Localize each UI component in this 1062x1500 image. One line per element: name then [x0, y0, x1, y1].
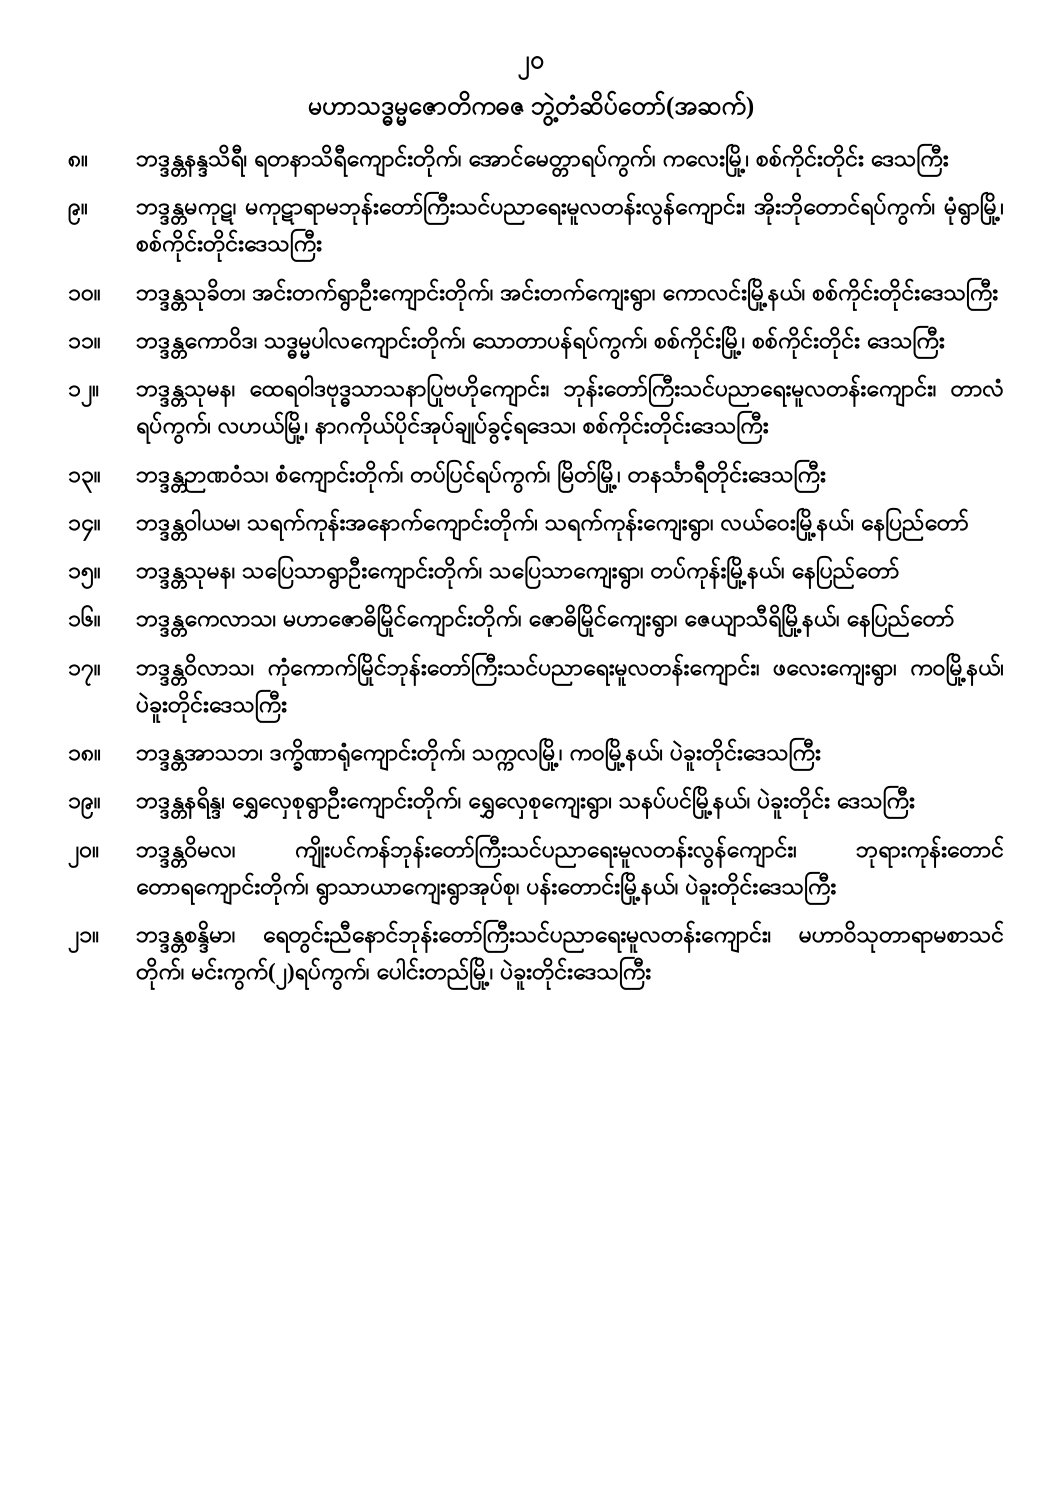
entry-number: ၁၇။ — [68, 654, 101, 680]
entry-text: ဘဒ္ဒန္တမကုဋ၊ မကုဋာရာမဘုန်းတော်ကြီးသင်ပညာရေးမူလတန်းလွန်ကျောင်း၊ အိုးဘိုတောင်ရပ်ကွက်၊ မုံရွာမြို့၊ စစ်ကိုင်းတိုင်းဒေသကြီး — [136, 194, 1004, 257]
list-item — [58, 274, 1004, 311]
entry-number: ၁၉။ — [68, 788, 101, 814]
entry-text: ဘဒ္ဒန္တဝါယမ၊ သရက်ကုန်းအနောက်ကျောင်းတိုက်၊ သရက်ကုန်းကျေးရွာ၊ လယ်ဝေးမြို့နယ်၊ နေပြည်တော် — [136, 509, 969, 535]
entry-text: ဘဒ္ဒန္တနန္ဒသိရီ၊ ရတနာသိရီကျောင်းတိုက်၊ အောင်မေတ္တာရပ်ကွက်၊ ကလေးမြို့၊ စစ်ကိုင်းတိုင်း ဒေသကြီး — [136, 145, 949, 171]
entry-text: ဘဒ္ဒန္တစန္ဒိမာ၊ ရေတွင်းညီနောင်ဘုန်းတော်ကြီးသင်ပညာရေးမူလတန်းကျောင်း၊ မဟာဝိသုတာရာမစာသင်တိုက်၊ မင်းကွက်(၂)ရပ်ကွက်၊ ပေါင်းတည်မြို့၊ ပဲခူးတိုင်းဒေသကြီး — [136, 922, 1004, 985]
list-item — [58, 649, 1004, 724]
entry-number: ၁၃။ — [68, 461, 101, 487]
list-item — [58, 600, 1004, 637]
entry-number: ၈။ — [68, 145, 89, 171]
entry-number: ၂၀။ — [68, 836, 100, 862]
page-number: ၂၀ — [517, 47, 545, 74]
page-title: မဟာသဒ္ဓမ္မဇောတိကဓဇ ဘွဲ့တံဆိပ်တော်(အဆက်) — [307, 93, 755, 120]
entry-text: ဘဒ္ဒန္တဉာဏဝံသ၊ စံကျောင်းတိုက်၊ တပ်ပြင်ရပ်ကွက်၊ မြိတ်မြို့၊ တနင်္သာရီတိုင်းဒေသကြီး — [136, 461, 826, 487]
list-item — [58, 322, 1004, 359]
entry-number: ၁၆။ — [68, 606, 101, 632]
entry-number: ၁၀။ — [68, 279, 101, 305]
entry-text: ဘဒ္ဒန္တဝိမလ၊ ကျိုးပင်ကန်ဘုန်းတော်ကြီးသင်ပညာရေးမူလတန်းလွန်ကျောင်း၊ ဘုရားကုန်းတောင် တောရကျောင်းတိုက်၊ ရွာသာယာကျေးရွာအုပ်စု၊ ပန်းတောင်းမြို့နယ်၊ ပဲခူးတိုင်းဒေသကြီး — [136, 836, 1004, 899]
entry-text: ဘဒ္ဒန္တသုခိတ၊ အင်းတက်ရွာဦးကျောင်းတိုက်၊ အင်းတက်ကျေးရွာ၊ ကောလင်းမြို့နယ်၊ စစ်ကိုင်းတိုင်းဒေသကြီး — [136, 279, 999, 305]
entry-text: ဘဒ္ဒန္တသုမန၊ ထေရဝါဒဗုဒ္ဓသာသနာပြုဗဟိုကျောင်း၊ ဘုန်းတော်ကြီးသင်ပညာရေးမူလတန်းကျောင်း၊ တာလံရပ်ကွက်၊ လဟယ်မြို့၊ နာဂကိုယ်ပိုင်အုပ်ချုပ်ခွင့်ရဒေသ၊ စစ်ကိုင်းတိုင်းဒေသကြီး — [136, 376, 1004, 439]
list-item — [58, 552, 1004, 589]
list-item — [58, 831, 1004, 906]
entry-number: ၁၄။ — [68, 509, 101, 535]
entry-text: ဘဒ္ဒန္တဝိလာသ၊ ကုံကောက်မြိုင်ဘုန်းတော်ကြီးသင်ပညာရေးမူလတန်းကျောင်း၊ ဖလေးကျေးရွာ၊ ကဝမြို့နယ်၊ ပဲခူးတိုင်းဒေသကြီး — [136, 654, 1004, 717]
list-item — [58, 140, 1004, 177]
entry-number: ၁၅။ — [68, 558, 101, 583]
entry-text: ဘဒ္ဒန္တသုမန၊ သပြေသာရွာဦးကျောင်းတိုက်၊ သပြေသာကျေးရွာ၊ တပ်ကုန်းမြို့နယ်၊ နေပြည်တော် — [136, 558, 900, 583]
entry-number: ၁၁။ — [68, 327, 101, 353]
list-item — [58, 782, 1004, 819]
entry-text: ဘဒ္ဒန္တအာသဘ၊ ဒက္ခိဏာရုံကျောင်းတိုက်၊ သက္ကလမြို့၊ ကဝမြို့နယ်၊ ပဲခူးတိုင်းဒေသကြီး — [136, 740, 821, 765]
entry-list — [58, 140, 1004, 991]
list-item — [58, 734, 1004, 771]
entry-text: ဘဒ္ဒန္တကောဝိဒ၊ သဒ္ဓမ္မပါလကျောင်းတိုက်၊ သောတာပန်ရပ်ကွက်၊ စစ်ကိုင်းမြို့၊ စစ်ကိုင်းတိုင်း ဒေသကြီး — [136, 327, 945, 353]
entry-number: ၁၈။ — [68, 740, 102, 765]
list-item — [58, 504, 1004, 541]
entry-text: ဘဒ္ဒန္တနရိန္ဒ၊ ရွှေလှေစုရွာဦးကျောင်းတိုက်၊ ရွှေလှေစုကျေးရွာ၊ သနပ်ပင်မြို့နယ်၊ ပဲခူးတိုင်း ဒေသကြီး — [136, 788, 915, 814]
list-item — [58, 370, 1004, 445]
entry-number: ၁၂။ — [68, 376, 100, 401]
list-item — [58, 188, 1004, 263]
entry-number: ၂၁။ — [68, 922, 100, 947]
entry-text: ဘဒ္ဒန္တကေလာသ၊ မဟာဇောဓိမြိုင်ကျောင်းတိုက်၊ ဇောဓိမြိုင်ကျေးရွာ၊ ဇေယျာသီရိမြို့နယ်၊ နေပြည်တော် — [136, 606, 955, 632]
entry-number: ၉။ — [68, 194, 88, 219]
list-item — [58, 456, 1004, 493]
list-item — [58, 916, 1004, 991]
